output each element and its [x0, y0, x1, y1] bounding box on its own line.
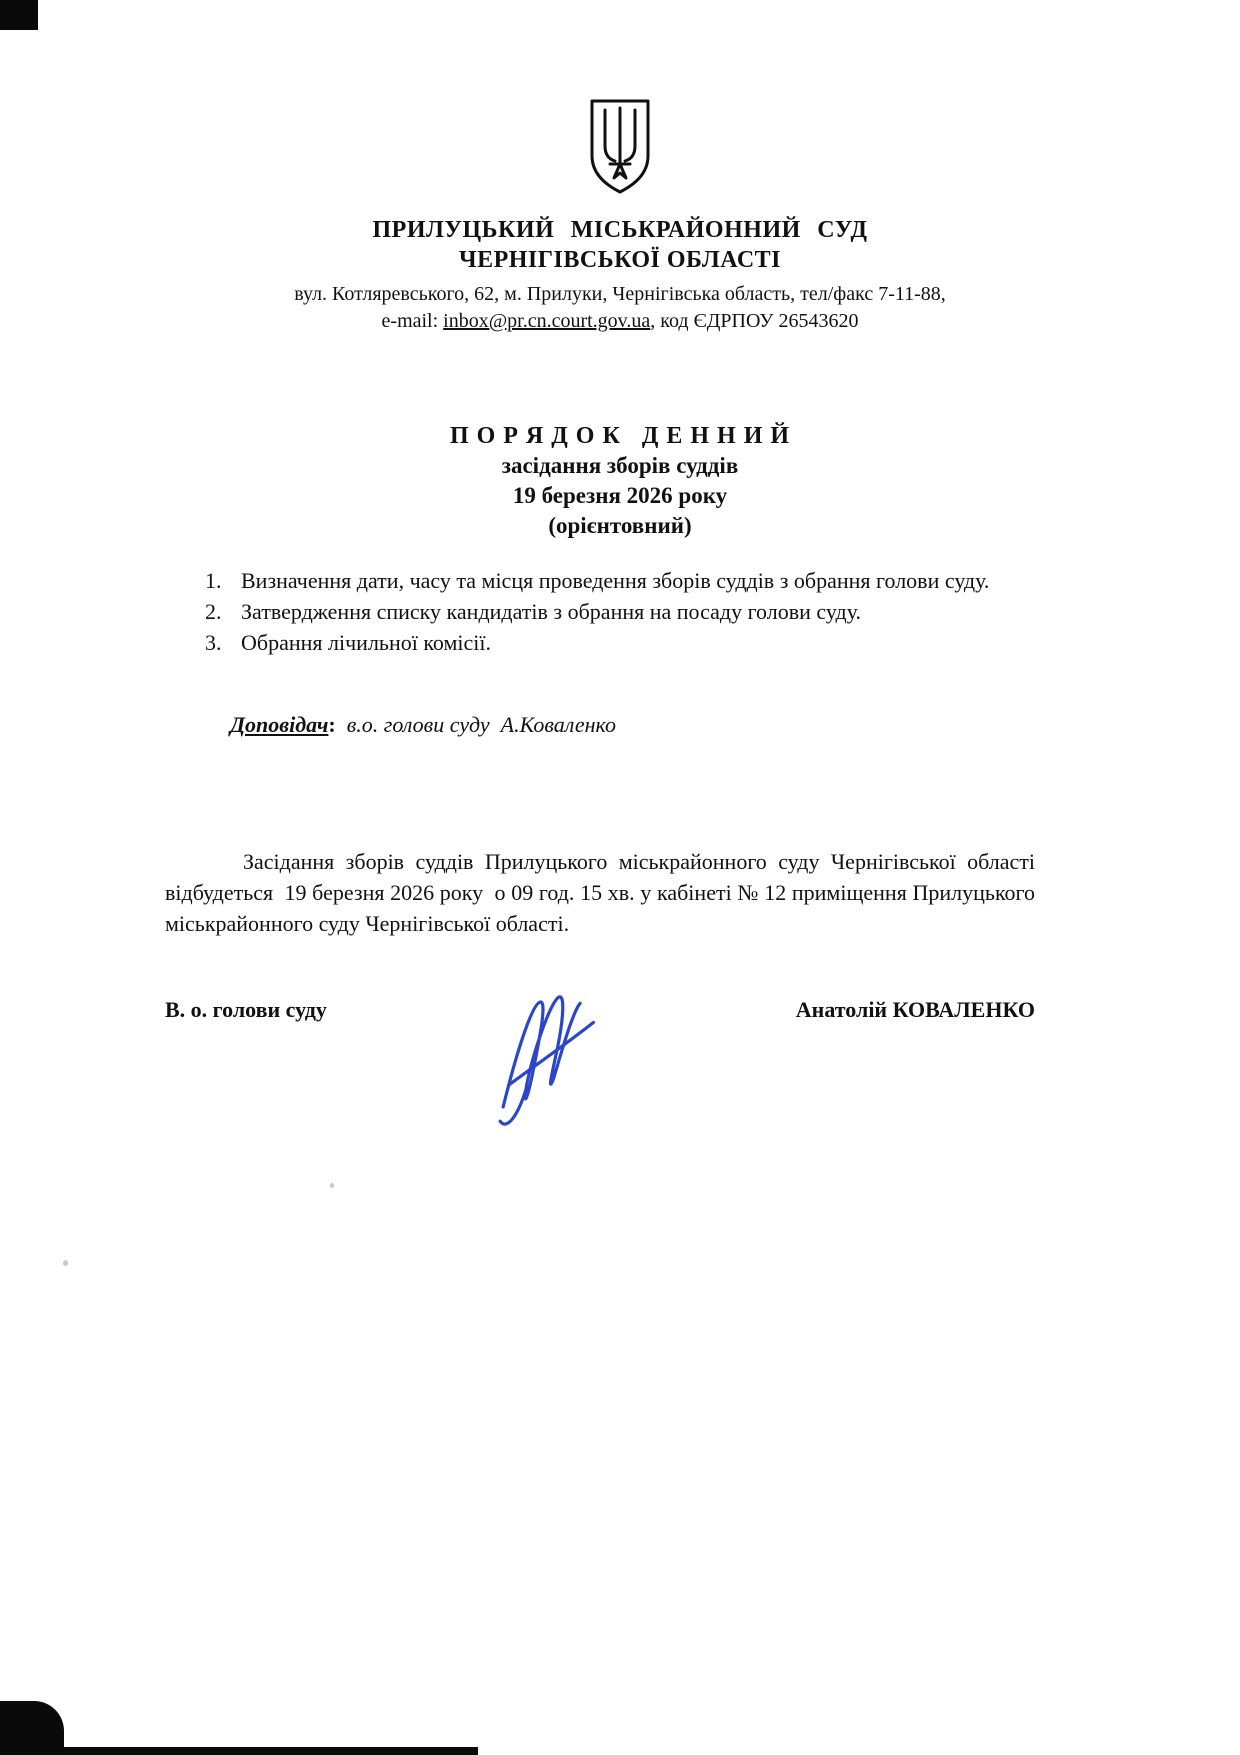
- signer-position-title: В. о. голови суду: [165, 997, 327, 1022]
- speaker-label: Доповідач: [230, 712, 329, 737]
- court-email-line: [0, 308, 1240, 335]
- agenda-list: [205, 565, 1040, 658]
- scan-speck: [63, 1260, 68, 1266]
- speaker-separator: :: [328, 712, 336, 737]
- agenda-item-text: Затвердження списку кандидатів з обрання на посаду голови суду.: [241, 599, 861, 624]
- court-contact-info: [0, 281, 1240, 335]
- agenda-item-number: 2.: [205, 599, 222, 624]
- document-date: 19 березня 2026 року: [512, 483, 728, 508]
- handwritten-signature: [473, 980, 643, 1141]
- agenda-item: [205, 565, 1040, 596]
- scan-artifact-bottom-left: [0, 1701, 64, 1755]
- ukraine-trident-emblem-icon: [588, 183, 652, 200]
- email-address: inbox@pr.cn.court.gov.ua: [443, 310, 651, 332]
- body-paragraph: Засідання зборів суддів Прилуцького міськрайонного суду Чернігівської області відбудеться 19 березня 2026 року о 09 год. 15 хв. у кабінеті № 12 приміщення Прилуцького міськрайонного суду Чернігівської області.: [165, 849, 1041, 936]
- email-suffix: , код ЄДРПОУ 26543620: [650, 310, 859, 332]
- scan-speck: [330, 1183, 334, 1188]
- agenda-item: [205, 596, 1040, 627]
- document-title: П О Р Я Д О К Д Е Н Н И Й: [449, 423, 791, 449]
- document-title-note: (орієнтовний): [548, 513, 692, 538]
- agenda-item: [205, 627, 1040, 658]
- agenda-item-text: Обрання лічильної комісії.: [241, 630, 492, 655]
- court-name-line2: ЧЕРНІГІВСЬКОЇ ОБЛАСТІ: [458, 247, 782, 273]
- court-name-line1: ПРИЛУЦЬКИЙ МІСЬКРАЙОННИЙ СУД: [372, 217, 868, 243]
- document-title-block: [0, 421, 1240, 541]
- speaker-line: [230, 712, 1240, 738]
- document-subtitle: засідання зборів суддів: [501, 453, 739, 478]
- court-address-line: вул. Котляревського, 62, м. Прилуки, Чернігівська область, тел/факс 7-11-88,: [294, 283, 946, 305]
- scan-artifact-bottom-bar: [0, 1747, 478, 1755]
- agenda-item-text: Визначення дати, часу та місця проведення зборів суддів з обрання голови суду.: [241, 568, 990, 593]
- agenda-item-number: 1.: [205, 568, 222, 593]
- agenda-item-number: 3.: [205, 630, 222, 655]
- signer-name: Анатолій КОВАЛЕНКО: [795, 997, 1035, 1022]
- emblem-container: [0, 0, 1240, 201]
- email-prefix: e-mail:: [381, 310, 444, 332]
- speaker-value: в.о. голови суду А.Коваленко: [335, 712, 617, 737]
- scan-artifact-top-left: [0, 0, 38, 30]
- court-name: [0, 215, 1240, 275]
